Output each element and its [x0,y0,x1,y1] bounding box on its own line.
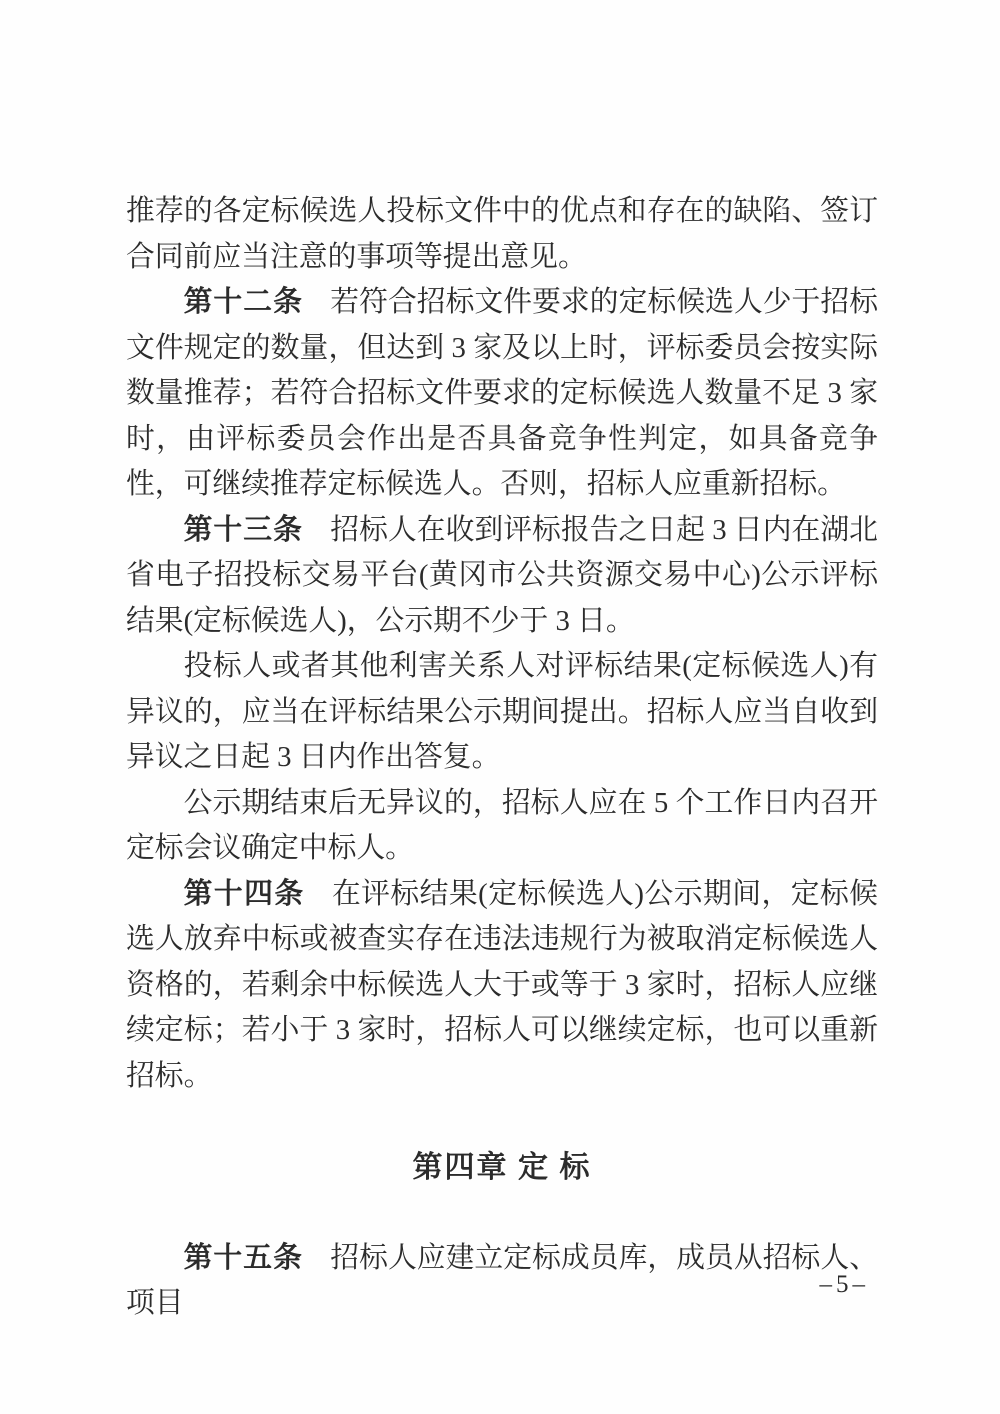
page-number: –5– [819,1271,869,1298]
paragraph-objection [126,644,878,781]
paragraph-article-13 [126,508,878,645]
article-15-text: 招标人应建立定标成员库，成员从招标人、项目 [126,1241,878,1319]
article-12-term: 第十二条 [183,286,303,318]
article-14-term: 第十四条 [183,877,305,910]
paragraph-continuation-text: 推荐的各定标候选人投标文件中的优点和存在的缺陷、签订合同前应当注意的事项等提出意见。 [126,195,878,273]
article-14-text: 在评标结果(定标候选人)公示期间，定标候选人放弃中标或被查实存在违法违规行为被取消定标候选人资格的，若剩余中标候选人大于或等于 3 家时，招标人应继续定标；若小于 3 家时，招标人可以继续定标，也可以重新招标。 [126,877,878,1092]
article-13-term: 第十三条 [183,513,303,546]
chapter-4-heading-text: 第四章 定 标 [412,1150,592,1184]
article-15-term: 第十五条 [183,1241,303,1274]
paragraph-article-12 [126,280,878,508]
article-13-text: 招标人在收到评标报告之日起 3 日内在湖北省电子招投标交易平台(黄冈市公共资源交易中心)公示评标结果(定标候选人)，公示期不少于 3 日。 [126,513,878,637]
paragraph-article-14 [126,872,878,1100]
paragraph-objection-text: 投标人或者其他利害关系人对评标结果(定标候选人)有异议的，应当在评标结果公示期间提出。招标人应当自收到异议之日起 3 日内作出答复。 [126,650,878,773]
article-12-text: 若符合招标文件要求的定标候选人少于招标文件规定的数量，但达到 3 家及以上时，评标委员会按实际数量推荐；若符合招标文件要求的定标候选人数量不足 3 家时，由评标委员会作出是否具备竞争性判定，如具备竞争性，可继续推荐定标候选人。否则，招标人应重新招标。 [126,286,878,500]
paragraph-publicity-end-text: 公示期结束后无异议的，招标人应在 5 个工作日内召开定标会议确定中标人。 [126,786,878,864]
paragraph-continuation [126,189,878,280]
paragraph-publicity-end [126,781,878,872]
chapter-4-heading [126,1145,878,1191]
document-text-block [126,189,878,1327]
paragraph-article-15 [126,1236,878,1327]
